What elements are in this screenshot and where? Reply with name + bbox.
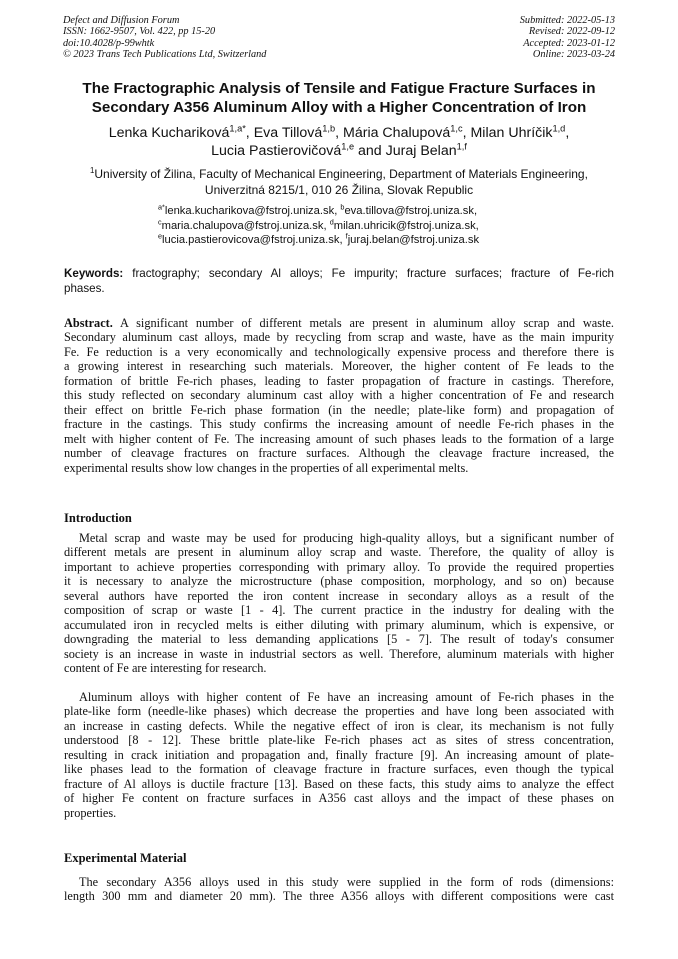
keywords-text: fractography; secondary Al alloys; Fe impurity; fracture surfaces; fracture of Fe-rich (123, 267, 614, 280)
paragraph-line: Metal scrap and waste may be used for producing high-quality alloys, but a significant number of (79, 531, 614, 545)
abstract-line: a growing interest in researching such materials. Moreover, the higher content of Fe leads to the (64, 359, 614, 374)
keywords (64, 267, 614, 297)
journal-name: Defect and Diffusion Forum (63, 15, 180, 26)
author-affiliation-mark: 1,e (341, 141, 355, 152)
keywords-label: Keywords: (64, 267, 124, 280)
copyright: © 2023 Trans Tech Publications Ltd, Switzerland (63, 49, 267, 61)
paragraph-line: an increase in casting defects. While the negative effect of iron is clear, its mechanism is not fully (64, 718, 614, 733)
author-list (40, 124, 638, 160)
keywords-line (64, 267, 614, 282)
abstract-text: A significant number of different metals are present in aluminum alloy scrap and waste. (112, 316, 614, 330)
email-list (158, 204, 479, 248)
author-name: Lucia Pastierovičová (211, 143, 342, 159)
paragraph-line: accumulated iron in recycled melts is either diluting with primary aluminum, which is expensive, or (64, 617, 614, 632)
separator: , (334, 205, 341, 217)
abstract-label: Abstract. (64, 316, 113, 330)
doi: doi:10.4028/p-99whtk (63, 37, 155, 49)
abstract-line (64, 316, 614, 330)
email-mark: c (158, 216, 162, 226)
affiliation-line: Univerzitná 8215/1, 010 26 Žilina, Slovak Republic (204, 182, 474, 197)
email-mark: b (340, 202, 345, 212)
separator: , (462, 125, 471, 141)
paragraph-line: length 300 mm and diameter 20 mm). The three A356 alloys with different compositions were cast (64, 889, 614, 904)
affiliation-line: University of Žilina, Faculty of Mechanical Engineering, Department of Materials Engineering, (94, 167, 588, 181)
separator: , (473, 205, 478, 217)
section-heading-experimental-material: Experimental Material (64, 851, 187, 865)
journal-info (63, 15, 266, 61)
publication-dates (520, 15, 615, 61)
abstract-line: Fe. Fe reduction is a very economically and technologically expensive process and therefore there is (64, 344, 614, 359)
email-mark: e (158, 231, 163, 241)
email-link[interactable]: juraj.belan@fstroj.uniza.sk (347, 234, 480, 246)
separator: , (245, 125, 254, 141)
email-mark: d (329, 216, 334, 226)
paragraph-line: plate-like form (needle-like phases) which decrease the properties and have long been associated with (64, 704, 614, 719)
author-name: Lenka Kuchariková (108, 125, 230, 141)
author-name: Juraj Belan (385, 143, 457, 159)
paragraph-line: Aluminum alloys with higher content of Fe have an increasing amount of Fe-rich phases in the (79, 690, 614, 704)
keywords-line: phases. (64, 281, 105, 295)
paragraph-line: content of Fe are interesting for research. (64, 661, 267, 676)
revised-date: Revised: 2022-09-12 (528, 26, 615, 38)
paragraph-line: important to achieve properties corresponding with primary alloy. To provide the required properties (64, 559, 614, 574)
separator: and (354, 143, 386, 159)
email-link[interactable]: lucia.pastierovicova@fstroj.uniza.sk (162, 234, 340, 246)
experimental-paragraph (64, 875, 614, 904)
email-link[interactable]: maria.chalupova@fstroj.uniza.sk (161, 219, 324, 232)
abstract-line: number of cleavage fractures on fracture surfaces. Although the cleavage fracture increased, the (64, 446, 614, 461)
accepted-date: Accepted: 2023-01-12 (523, 37, 615, 49)
paragraph-line: understood [8 - 12]. These brittle plate-like Fe-rich phases act as sites of stress concentration, (64, 733, 614, 748)
abstract (64, 316, 614, 475)
author-affiliation-mark: 1,d (552, 123, 566, 134)
section-heading-introduction: Introduction (64, 511, 132, 525)
abstract-line: this study reflected on secondary aluminum cast alloy with a higher concentration of Fe and research (64, 388, 614, 403)
abstract-line: melt with higher content of Fe. The increasing amount of such phases leads to the formation of a large (64, 431, 614, 446)
paragraph-line: different metals are present in aluminum alloy scrap and waste. Therefore, the quality of alloy is (64, 545, 614, 560)
separator: , (565, 125, 570, 141)
paragraph-line: like phases lead to the formation of cleavage fracture in fracture surfaces, even though the typical (64, 762, 614, 777)
affiliation (40, 167, 638, 198)
author-affiliation-mark: 1,b (322, 123, 336, 134)
author-affiliation-mark: 1,f (456, 141, 467, 152)
paper-title (40, 80, 638, 117)
author-affiliation-mark: 1,c (450, 123, 463, 134)
title-line: The Fractographic Analysis of Tensile and Fatigue Fracture Surfaces in (82, 80, 596, 97)
paragraph-line: The secondary A356 alloys used in this study were supplied in the form of rods (dimensions: (79, 875, 614, 889)
separator: , (475, 219, 479, 232)
author-affiliation-mark: 1,a* (229, 123, 246, 134)
issn: ISSN: 1662-9507, Vol. 422, pp 15-20 (63, 26, 216, 38)
introduction-paragraph (64, 531, 614, 676)
paragraph-line: of higher Fe content on fracture surfaces in A356 cast alloys and the impact of these phases on (64, 791, 614, 806)
separator: , (339, 234, 346, 246)
abstract-line: experimental results show low changes in the properties of all experimental melts. (64, 460, 469, 475)
author-name: Mária Chalupová (343, 125, 451, 141)
email-mark: f (345, 231, 348, 241)
email-link[interactable]: milan.uhricik@fstroj.uniza.sk (333, 219, 476, 232)
title-line: Secondary A356 Aluminum Alloy with a Higher Concentration of Iron (91, 98, 587, 116)
paragraph-line: fracture of Al alloys is ductile fracture [13]. Based on these facts, this study aims to analyze the effect (64, 776, 614, 791)
online-date: Online: 2023-03-24 (532, 49, 615, 61)
submitted-date: Submitted: 2022-05-13 (519, 15, 615, 26)
paragraph-line: resulting in crack initiation and propagation and, finally fracture [9]. An increasing amount of plate- (64, 747, 614, 762)
affiliation-mark: 1 (90, 166, 95, 175)
paragraph-line: properties. (64, 805, 117, 820)
abstract-line: formation of brittle Fe-rich phases, leading to faster propagation of fracture in castings. Therefore, (64, 373, 614, 388)
email-link[interactable]: lenka.kucharikova@fstroj.uniza.sk (164, 205, 335, 217)
separator: , (335, 125, 344, 141)
paragraph-line: society is an increase in waste in industrial sectors as well. Therefore, aluminum materials with higher (64, 646, 614, 661)
abstract-line: Secondary aluminum cast alloys, made by recycling from scrap and waste, have as the main impurity (64, 330, 614, 345)
paragraph-line: downgrading the material to less demanding applications [5 - 7]. The result of today's consumer (64, 632, 614, 647)
paragraph-line: several authors have reported the iron content increase in secondary alloys as a result of the (64, 588, 614, 603)
abstract-line: their effect on brittle Fe-rich phase formation (in the needle; plate-like form) and propagation of (64, 402, 614, 417)
separator: , (323, 219, 330, 232)
author-name: Eva Tillová (253, 125, 323, 141)
author-name: Milan Uhríčik (470, 125, 553, 141)
email-mark: a* (158, 202, 165, 212)
email-link[interactable]: eva.tillova@fstroj.uniza.sk (344, 205, 474, 217)
paragraph-line: composition of scrap or waste [1 - 4]. The current practice in the industry for dealing with the (64, 603, 614, 618)
paragraph-line: it is necessary to analyze the microstructure (phase composition, morphology, and so on) because (64, 574, 614, 589)
introduction-paragraph (64, 690, 614, 820)
abstract-line: fracture in the castings. This study confirms the increasing amount of needle Fe-rich phases in the (64, 417, 614, 432)
